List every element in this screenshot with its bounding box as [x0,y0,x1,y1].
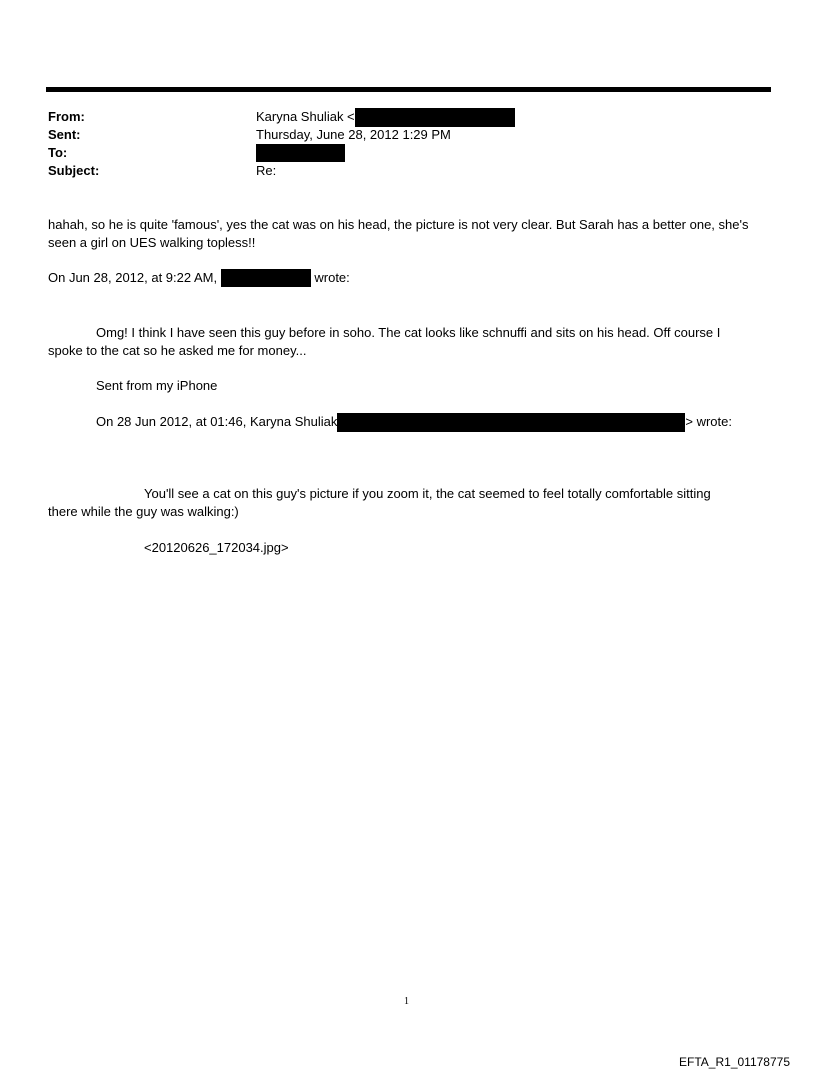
quote-2-intro [96,413,732,432]
sent-label: Sent: [48,127,81,142]
quote-1-intro-prefix: On Jun 28, 2012, at 9:22 AM, [48,270,218,285]
quote-1-line-1: Omg! I think I have seen this guy before in soho. The cat looks like schnuffi and sits on his head. Off course I [96,325,721,340]
page-number: 1 [404,996,409,1007]
quote-1-intro [48,269,350,287]
to-label: To: [48,145,68,160]
redaction-block [355,108,515,127]
attachment-name: <20120626_172034.jpg> [144,540,289,555]
from-value [256,108,515,127]
redaction-block [337,413,685,432]
quote-2-intro-prefix: On 28 Jun 2012, at 01:46, Karyna Shuliak [96,414,338,429]
quote-2-line-1: You'll see a cat on this guy's picture if you zoom it, the cat seemed to feel totally comfortable sitting [144,486,711,501]
subject-value: Re: [256,163,277,178]
reply-line-1: hahah, so he is quite 'famous', yes the cat was on his head, the picture is not very clear. But Sarah has a better one, she's [48,217,749,232]
document-id: EFTA_R1_01178775 [679,1055,790,1069]
from-label: From: [48,109,85,124]
to-value [256,144,345,162]
quote-2-line-2: there while the guy was walking:) [48,504,239,519]
sent-value: Thursday, June 28, 2012 1:29 PM [256,127,451,142]
quote-1-intro-suffix: wrote: [314,270,350,285]
subject-label: Subject: [48,163,100,178]
redaction-block [256,144,345,162]
header-rule [46,87,771,92]
reply-line-2: seen a girl on UES walking topless!! [48,235,256,250]
from-sender: Karyna Shuliak < [256,109,355,124]
quote-1-line-2: spoke to the cat so he asked me for money... [48,343,307,358]
quote-2-intro-suffix: > wrote: [685,414,732,429]
quote-1-signature: Sent from my iPhone [96,378,218,393]
redaction-block [221,269,311,287]
